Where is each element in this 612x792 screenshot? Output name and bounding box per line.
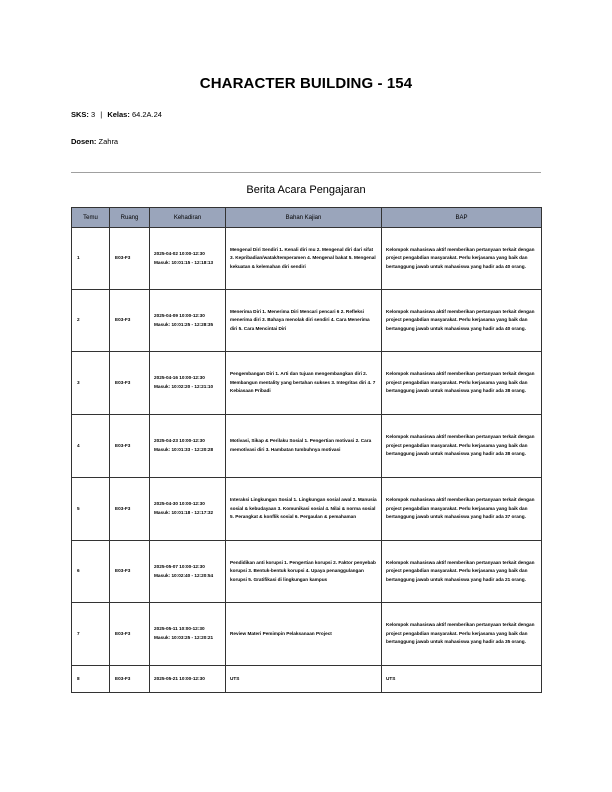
kelas-value: 64.2A.24: [131, 110, 162, 119]
section-divider: [71, 172, 541, 173]
cell-kehadiran: 2025-05-11 10:00-12:30 Masuk: 10:03:25 - 12:20:21: [150, 603, 226, 666]
table-row: [72, 541, 542, 603]
cell-kehadiran: 2025-05-07 10:00-12:30 Masuk: 10:02:40 - 12:20:54: [150, 541, 226, 603]
table-row: [72, 352, 542, 415]
dosen-label: Dosen:: [71, 137, 97, 146]
cell-kehadiran: 2025-04-16 10:00-12:30 Masuk: 10:02:20 - 12:21:10: [150, 352, 226, 415]
cell-ruang: E03-F3: [110, 352, 150, 415]
cell-bap: Kelompok mahasiswa aktif memberikan pertanyaan terkait dengan project pengabdian masyarakat. Perlu kerjasama yang baik dan bertanggung jawab untuk mahasiswa yang hadir ada 40 orang.: [382, 228, 542, 290]
cell-bahan-kajian: UTS: [226, 666, 382, 693]
cell-temu: 1: [72, 228, 110, 290]
table-row: [72, 478, 542, 541]
cell-bap: Kelompok mahasiswa aktif memberikan pertanyaan terkait dengan project pengabdian masyarakat. Perlu kerjasama yang baik dan bertanggung jawab untuk mahasiswa yang hadir ada 35 orang.: [382, 603, 542, 666]
cell-bahan-kajian: Mengenal Diri Sendiri 1. Kenali diri mu 2. Mengenal diri dari sifat 3. Kepribadian/watak/temperamen 4. Mengenal bakat 5. Mengenal kekuatan & kelemahan diri sendiri: [226, 228, 382, 290]
cell-bahan-kajian: Pengembangan Diri 1. Arti dan tujuan mengembangkan diri 2. Membangun mentality yang bertahan sukses 3. Integritas diri 4. 7 Kebiasaan Pribadi: [226, 352, 382, 415]
cell-temu: 2: [72, 290, 110, 352]
cell-bahan-kajian: Review Materi Pemimpin Pelaksanaan Project: [226, 603, 382, 666]
table-row: [72, 603, 542, 666]
cell-bap: UTS: [382, 666, 542, 693]
cell-temu: 3: [72, 352, 110, 415]
cell-bahan-kajian: Interaksi Lingkungan Sosial 1. Lingkungan sosial awal 2. Manusia sosial & kebudayaan 3. Komunikasi sosial 4. Nilai & norma sosial 5. Perangkat & konflik sosial 6. Pergaulan & pemahaman: [226, 478, 382, 541]
lecturer-meta: [71, 137, 118, 147]
cell-temu: 6: [72, 541, 110, 603]
course-meta: [71, 110, 162, 120]
cell-ruang: E03-F3: [110, 666, 150, 693]
sks-value: 3: [91, 110, 96, 119]
cell-ruang: E03-F3: [110, 603, 150, 666]
cell-ruang: E03-F3: [110, 290, 150, 352]
cell-temu: 7: [72, 603, 110, 666]
cell-bap: Kelompok mahasiswa aktif memberikan pertanyaan terkait dengan project pengabdian masyarakat. Perlu kerjasama yang baik dan bertanggung jawab untuk mahasiswa yang hadir ada 38 orang.: [382, 415, 542, 478]
kelas-label: Kelas:: [107, 110, 130, 119]
cell-temu: 4: [72, 415, 110, 478]
cell-bahan-kajian: Menerima Diri 1. Menerima Diri Mencari pencari 6 2. Refleksi menerima diri 3. Bahaya menolak diri sendiri 4. Cara Menerima diri 5. Cara Mencintai Diri: [226, 290, 382, 352]
attendance-table: [71, 207, 542, 693]
sks-label: SKS:: [71, 110, 89, 119]
cell-kehadiran: 2025-04-23 10:00-12:30 Masuk: 10:01:33 - 12:20:28: [150, 415, 226, 478]
cell-temu: 5: [72, 478, 110, 541]
column-header-temu: Temu: [72, 208, 110, 228]
cell-bap: Kelompok mahasiswa aktif memberikan pertanyaan terkait dengan project pengabdian masyarakat. Perlu kerjasama yang baik dan bertanggung jawab untuk mahasiswa yang hadir ada 37 orang.: [382, 478, 542, 541]
cell-ruang: E03-F3: [110, 415, 150, 478]
cell-kehadiran: 2025-04-09 10:00-12:30 Masuk: 10:01:25 - 12:28:35: [150, 290, 226, 352]
cell-bahan-kajian: Pendidikan anti korupsi 1. Pengertian korupsi 2. Faktor penyebab korupsi 3. Bentuk-bentuk korupsi 4. Upaya penanggulangan korupsi 5. Gratifikasi di lingkungan kampus: [226, 541, 382, 603]
section-title: Berita Acara Pengajaran: [246, 184, 366, 196]
column-header-kehadiran: Kehadiran: [150, 208, 226, 228]
table-row: [72, 666, 542, 693]
column-header-bahan-kajian: Bahan Kajian: [226, 208, 382, 228]
cell-ruang: E03-F3: [110, 478, 150, 541]
meta-separator: |: [100, 110, 103, 119]
cell-bap: Kelompok mahasiswa aktif memberikan pertanyaan terkait dengan project pengabdian masyarakat. Perlu kerjasama yang baik dan bertanggung jawab untuk mahasiswa yang hadir ada 38 orang.: [382, 352, 542, 415]
cell-ruang: E03-F3: [110, 541, 150, 603]
cell-bahan-kajian: Motivasi, Sikap & Perilaku Sosial 1. Pengertian motivasi 2. Cara memotivasi diri 3. Hambatan tumbuhnya motivasi: [226, 415, 382, 478]
cell-kehadiran: 2025-04-30 10:00-12:30 Masuk: 10:01:18 - 12:17:32: [150, 478, 226, 541]
cell-kehadiran: 2025-04-02 10:00-12:30 Masuk: 10:01:15 - 12:18:13: [150, 228, 226, 290]
table-row: [72, 290, 542, 352]
dosen-value: Zahra: [98, 137, 119, 146]
column-header-bap: BAP: [382, 208, 542, 228]
cell-temu: 8: [72, 666, 110, 693]
column-header-ruang: Ruang: [110, 208, 150, 228]
cell-ruang: E03-F3: [110, 228, 150, 290]
table-header-row: [72, 208, 542, 228]
table-row: [72, 228, 542, 290]
table-row: [72, 415, 542, 478]
cell-bap: Kelompok mahasiswa aktif memberikan pertanyaan terkait dengan project pengabdian masyarakat. Perlu kerjasama yang baik dan bertanggung jawab untuk mahasiswa yang hadir ada 21 orang.: [382, 541, 542, 603]
cell-bap: Kelompok mahasiswa aktif memberikan pertanyaan terkait dengan project pengabdian masyarakat. Perlu kerjasama yang baik dan bertanggung jawab untuk mahasiswa yang hadir ada 40 orang.: [382, 290, 542, 352]
cell-kehadiran: 2025-05-21 10:00-12:30: [150, 666, 226, 693]
page-title: CHARACTER BUILDING - 154: [199, 75, 413, 92]
